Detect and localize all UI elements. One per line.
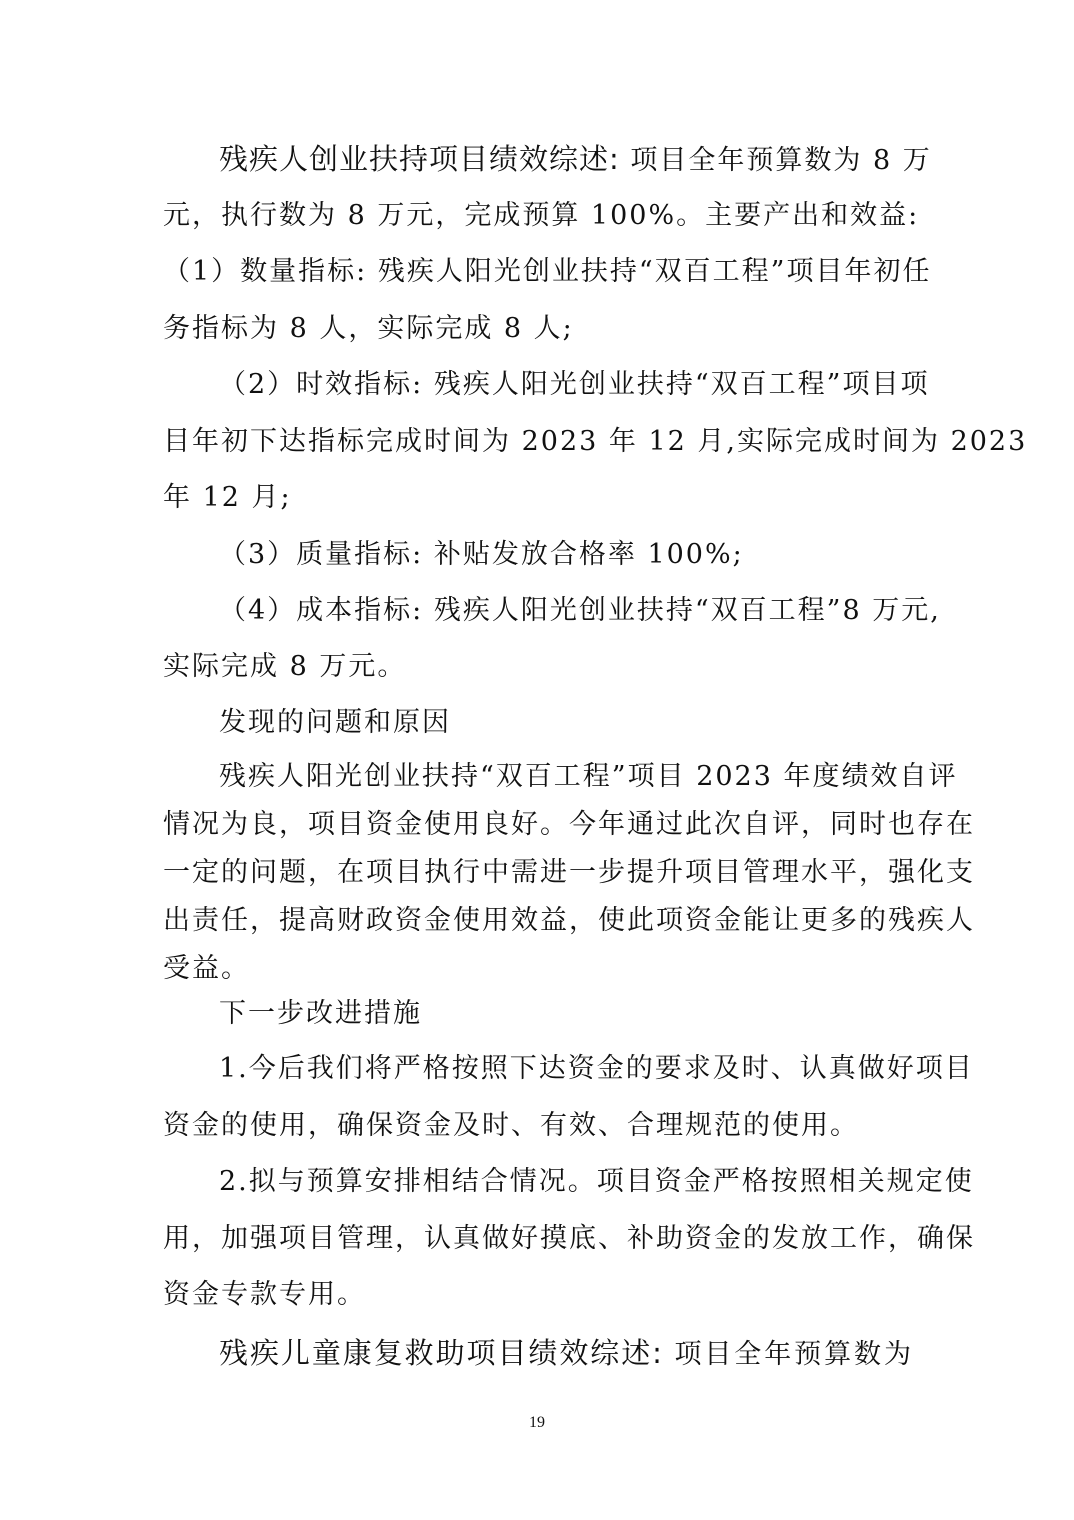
body-line: 一定的问题，在项目执行中需进一步提升项目管理水平，强化支	[163, 857, 975, 888]
body-line: 残疾人阳光创业扶持“双百工程”项目 2023 年度绩效自评	[219, 761, 958, 792]
page-number: 19	[529, 1414, 545, 1431]
body-line: 元，执行数为 8 万元，完成预算 100%。主要产出和效益:	[163, 200, 920, 231]
rehabilitation-budget-text: 项目全年预算数为	[674, 1339, 913, 1370]
entrepreneurship-budget-text: 项目全年预算数为 8 万	[630, 145, 932, 176]
body-line: 受益。	[163, 953, 250, 984]
problems-title: 发现的问题和原因	[219, 707, 451, 738]
body-line: 务指标为 8 人，实际完成 8 人;	[163, 313, 574, 344]
body-line: （1）数量指标: 残疾人阳光创业扶持“双百工程”项目年初任	[163, 256, 932, 287]
body-line: 出责任，提高财政资金使用效益，使此项资金能让更多的残疾人	[163, 905, 975, 936]
entrepreneurship-summary-line	[219, 142, 932, 178]
body-line: 情况为良，项目资金使用良好。今年通过此次自评，同时也存在	[163, 809, 975, 840]
body-line: 年 12 月;	[163, 482, 292, 513]
entrepreneurship-heading: 残疾人创业扶持项目绩效综述:	[219, 142, 620, 176]
rehabilitation-heading: 残疾儿童康复救助项目绩效综述:	[219, 1336, 663, 1370]
body-line: 实际完成 8 万元。	[163, 651, 407, 682]
body-line: 资金专款专用。	[163, 1279, 366, 1310]
improvements-title: 下一步改进措施	[219, 998, 422, 1029]
body-line: （2）时效指标: 残疾人阳光创业扶持“双百工程”项目项	[219, 369, 930, 400]
body-line: （3）质量指标: 补贴发放合格率 100%;	[219, 539, 744, 570]
body-line: 资金的使用，确保资金及时、有效、合理规范的使用。	[163, 1110, 859, 1141]
body-line: 1.今后我们将严格按照下达资金的要求及时、认真做好项目	[219, 1053, 974, 1084]
body-line: 2.拟与预算安排相结合情况。项目资金严格按照相关规定使	[219, 1166, 974, 1197]
body-line: 用，加强项目管理，认真做好摸底、补助资金的发放工作，确保	[163, 1223, 975, 1254]
body-line: 目年初下达指标完成时间为 2023 年 12 月,实际完成时间为 2023	[163, 426, 1028, 457]
rehabilitation-summary-line	[219, 1336, 913, 1372]
body-line: （4）成本指标: 残疾人阳光创业扶持“双百工程”8 万元,	[219, 595, 941, 626]
